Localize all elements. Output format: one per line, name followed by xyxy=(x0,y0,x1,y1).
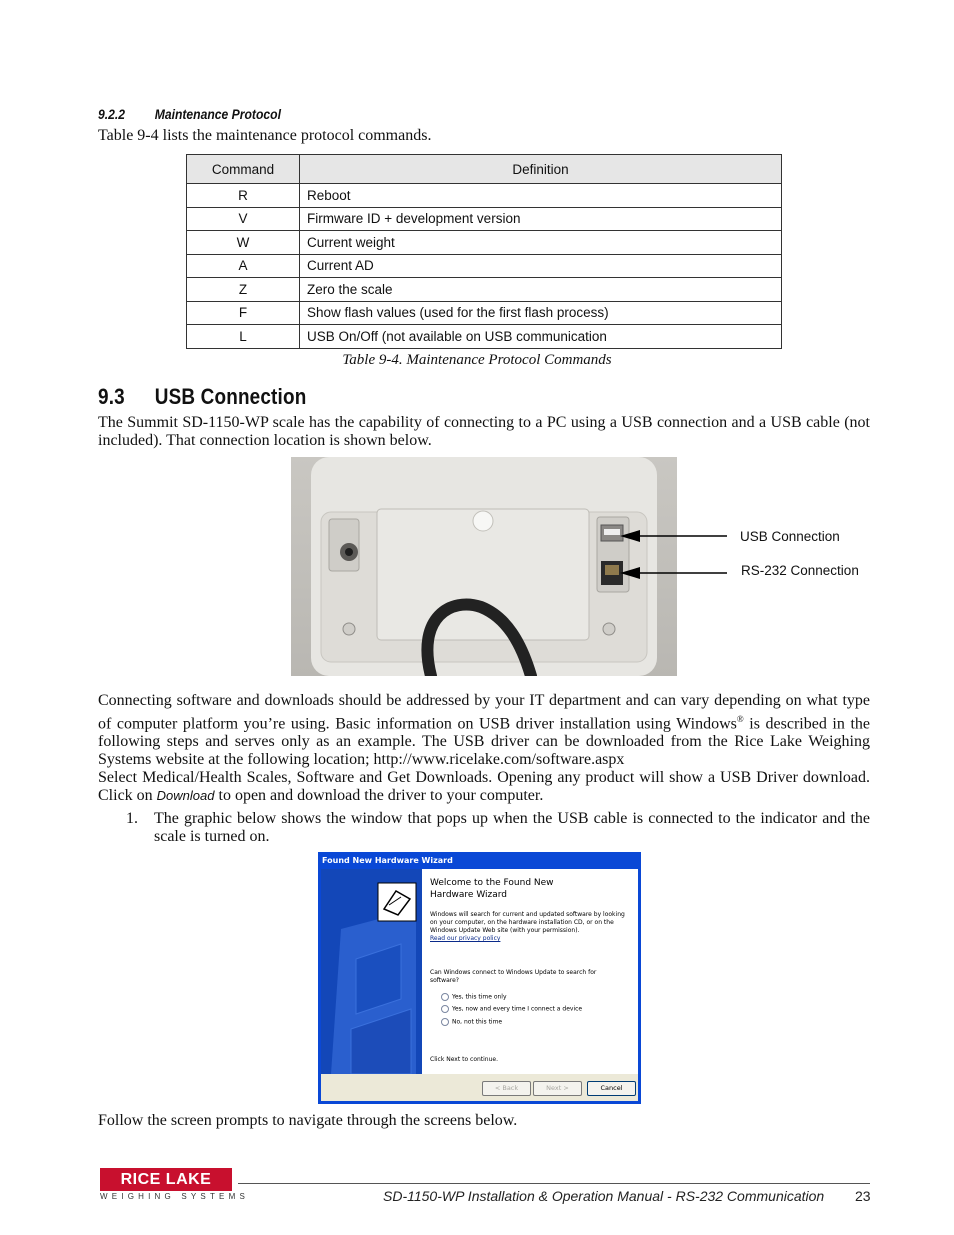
follow-prompts-text: Follow the screen prompts to navigate through the screens below. xyxy=(98,1112,518,1129)
table-row xyxy=(187,231,782,255)
radio-icon[interactable] xyxy=(441,1018,449,1026)
command-cell: R xyxy=(187,184,300,208)
option-label: No, not this time xyxy=(452,1018,503,1026)
option-label: Yes, now and every time I connect a device xyxy=(452,1005,583,1013)
option-no[interactable] xyxy=(441,1018,502,1027)
usb-intro-paragraph: The Summit SD-1150-WP scale has the capability of connecting to a PC using a USB connection and a USB cable (not included). That connection location is shown below. xyxy=(98,414,870,449)
step-number: 1. xyxy=(126,810,138,827)
definition-cell: Firmware ID + development version xyxy=(300,207,782,231)
wizard-panel xyxy=(321,869,638,1074)
section-heading xyxy=(98,384,306,410)
wizard-banner-art xyxy=(321,869,422,1074)
header-command: Command xyxy=(187,155,300,184)
command-cell: W xyxy=(187,231,300,255)
command-cell: L xyxy=(187,325,300,349)
command-cell: V xyxy=(187,207,300,231)
definition-cell: USB On/Off (not available on USB communication xyxy=(300,325,782,349)
table-row xyxy=(187,278,782,302)
usb-connection-callout: USB Connection xyxy=(740,529,840,544)
logo-tagline: WEIGHING SYSTEMS xyxy=(100,1192,249,1201)
subsection-number: 9.2.2 xyxy=(98,107,126,122)
command-cell: A xyxy=(187,254,300,278)
download-link[interactable]: Download xyxy=(156,788,215,803)
page-number: 23 xyxy=(855,1188,871,1204)
logo-wordmark: RICE LAKE xyxy=(100,1168,232,1191)
command-cell: F xyxy=(187,301,300,325)
wizard-title: Found New Hardware Wizard xyxy=(322,856,453,865)
registered-mark: ® xyxy=(736,714,744,724)
table-caption: Table 9-4. Maintenance Protocol Commands xyxy=(342,352,612,368)
maintenance-commands-table xyxy=(186,154,782,349)
back-button[interactable]: < Back xyxy=(482,1081,531,1096)
subsection-title: Maintenance Protocol xyxy=(154,107,281,122)
software-paragraph xyxy=(98,692,870,769)
header-definition: Definition xyxy=(300,155,782,184)
command-cell: Z xyxy=(187,278,300,302)
next-button[interactable]: Next > xyxy=(533,1081,582,1096)
select-paragraph-part1: Select Medical/Health Scales, Software and Get Downloads. Opening any product will show a USB Driver download. Click on xyxy=(98,769,870,804)
rs232-connection-callout: RS-232 Connection xyxy=(741,563,859,578)
table-header-row xyxy=(187,155,782,184)
software-paragraph-part2: is described in the following steps and serves only as an example. The USB driver can be downloaded from the Rice Lake Weighing Systems website at the following location; http://www.ricelake.com/software.aspx xyxy=(98,715,871,769)
callout-arrows xyxy=(620,525,732,585)
software-paragraph-part1: Connecting software and downloads should be addressed by your IT department and can vary depending on what type of computer platform you’re using. Basic information on USB driver installation using Windows xyxy=(98,692,870,733)
radio-icon[interactable] xyxy=(441,993,449,1001)
wizard-heading: Welcome to the Found New Hardware Wizard xyxy=(430,878,554,900)
footer-document-title: SD-1150-WP Installation & Operation Manual - RS-232 Communication xyxy=(383,1188,825,1204)
table-intro: Table 9-4 lists the maintenance protocol commands. xyxy=(98,127,432,144)
table-row xyxy=(187,301,782,325)
wizard-description: Windows will search for current and updated software by looking on your computer, on the hardware installation CD, or on the Windows Update Web site (with your permission). xyxy=(430,911,625,934)
cancel-button[interactable]: Cancel xyxy=(587,1081,636,1096)
select-paragraph-part2: to open and download the driver to your computer. xyxy=(214,787,544,804)
found-new-hardware-wizard xyxy=(318,852,641,1104)
wizard-side-banner xyxy=(321,869,422,1074)
definition-cell: Show flash values (used for the first flash process) xyxy=(300,301,782,325)
option-yes-always[interactable] xyxy=(441,1005,582,1014)
select-paragraph xyxy=(98,769,870,805)
definition-cell: Reboot xyxy=(300,184,782,208)
radio-icon[interactable] xyxy=(441,1005,449,1013)
table-row xyxy=(187,254,782,278)
table-row xyxy=(187,184,782,208)
subsection-heading xyxy=(98,107,281,122)
section-title: USB Connection xyxy=(154,384,307,409)
rice-lake-logo xyxy=(100,1168,249,1201)
footer-divider xyxy=(238,1183,870,1184)
privacy-policy-link[interactable]: Read our privacy policy xyxy=(430,935,501,942)
step-text: The graphic below shows the window that pops up when the USB cable is connected to the indicator and the scale is turned on. xyxy=(154,810,870,845)
section-number: 9.3 xyxy=(98,384,125,409)
option-yes-once[interactable] xyxy=(441,993,507,1002)
wizard-continue-text: Click Next to continue. xyxy=(430,1056,499,1063)
wizard-body xyxy=(321,869,638,1101)
definition-cell: Current AD xyxy=(300,254,782,278)
definition-cell: Current weight xyxy=(300,231,782,255)
table-row xyxy=(187,325,782,349)
definition-cell: Zero the scale xyxy=(300,278,782,302)
table-row xyxy=(187,207,782,231)
option-label: Yes, this time only xyxy=(452,993,507,1001)
wizard-question: Can Windows connect to Windows Update to search for software? xyxy=(430,969,597,984)
